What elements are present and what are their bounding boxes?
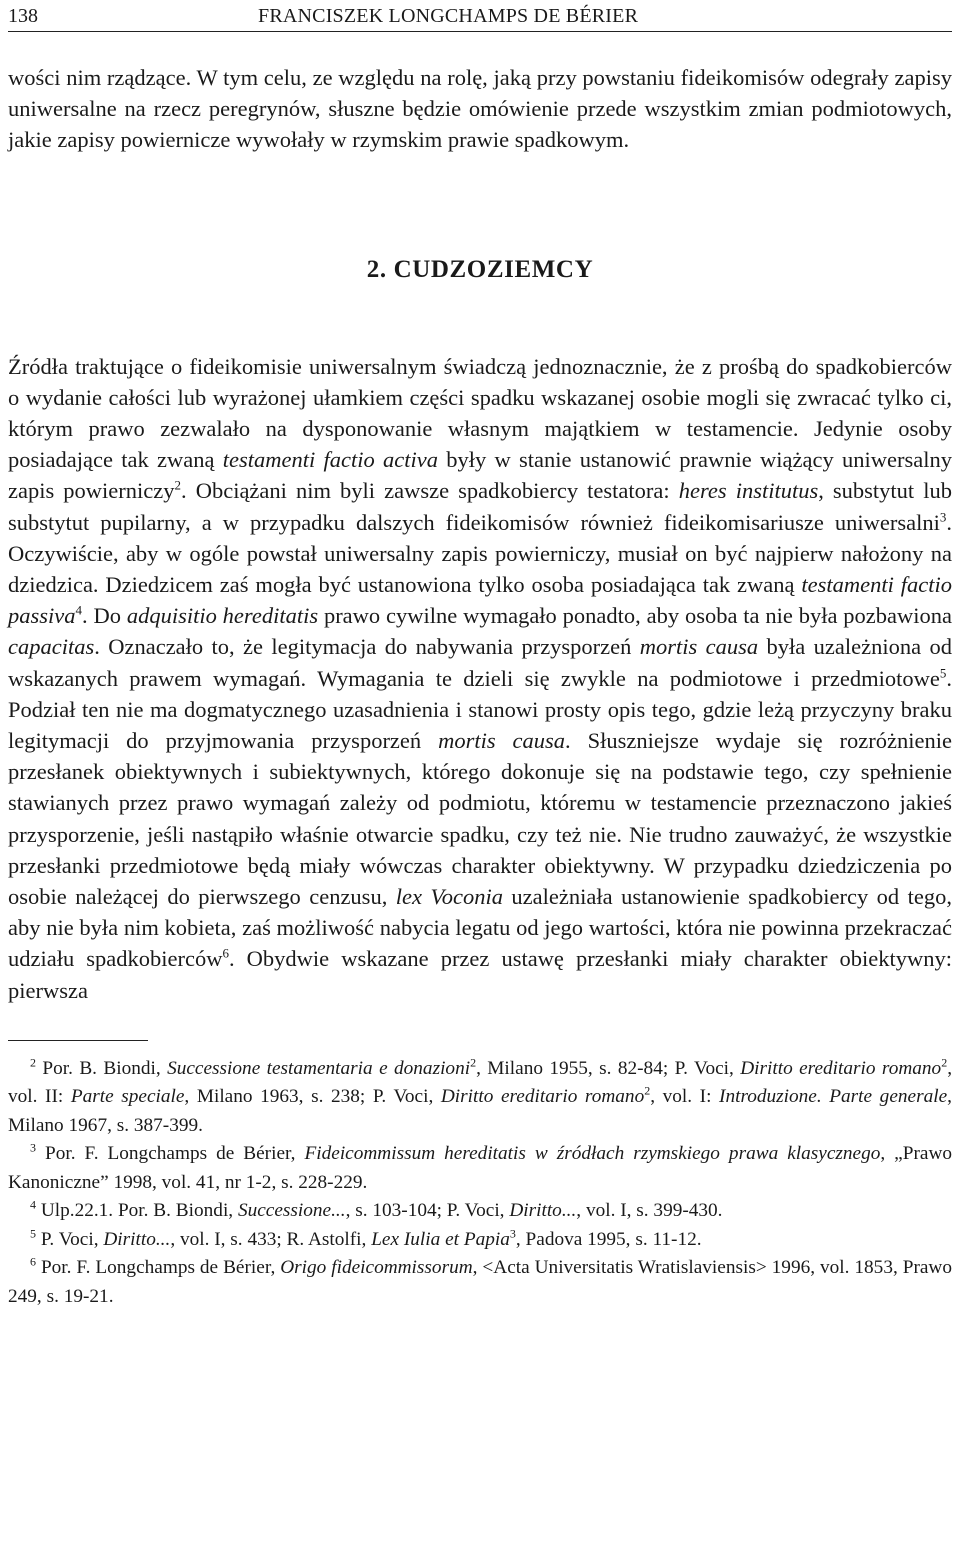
footnote-number: 4	[30, 1197, 36, 1212]
footnote-text: , vol. I:	[650, 1086, 720, 1108]
text-segment: . Obciążani nim byli zawsze spadkobiercy testatora:	[181, 478, 679, 504]
footnote-divider	[8, 1040, 148, 1041]
footnote-title: Origo fideicommissorum	[280, 1257, 473, 1279]
footnote-number: 6	[30, 1254, 36, 1269]
text-segment: były w stanie ustanowić prawnie wiążący uniwersalny zapis powierniczy	[8, 447, 952, 504]
footnote-4	[8, 1197, 952, 1226]
footnote-5	[8, 1226, 952, 1255]
footnote-6	[8, 1254, 952, 1311]
footnote-title: Fideicommissum hereditatis w źródłach rzymskiego prawa klasycznego	[304, 1143, 881, 1165]
text-segment: , substytut lub substytut pupilarny, a w przypadku dalszych fideikomisów również fideikomisariusze uniwersalni	[8, 478, 953, 535]
footnote-text: Ulp.22.1. Por. B. Biondi,	[36, 1200, 238, 1222]
latin-term: testamenti factio passiva	[8, 572, 952, 629]
text-segment: . Oznaczało to, że legitymacja do nabywania przysporzeń	[94, 634, 640, 660]
footnote-text: Por. B. Biondi,	[36, 1057, 168, 1079]
text-segment: była uzależniona od wskazanych prawem wymagań. Wymagania te dzieli się zwykle na podmiotowe i przedmiotowe	[8, 634, 952, 691]
footnote-title: Diritto ereditario romano	[440, 1086, 645, 1108]
section-title: 2. CUDZOZIEMCY	[366, 255, 594, 283]
text-segment: . Obydwie wskazane przez ustawę przesłanki miały charakter obiektywny: pierwsza	[8, 946, 952, 1003]
footnote-title: Lex Iulia et Papia	[371, 1228, 510, 1250]
text-segment: prawo cywilne wymagało ponadto, aby osoba ta nie była pozbawiona	[318, 603, 952, 629]
footnote-number: 3	[30, 1140, 36, 1155]
footnote-text: Por. F. Longchamps de Bérier,	[36, 1143, 305, 1165]
page-header	[8, 0, 952, 32]
running-title: FRANCISZEK LONGCHAMPS DE BÉRIER	[258, 5, 639, 27]
footnote-ref[interactable]: 6	[222, 945, 229, 961]
edition-number: 2	[644, 1083, 651, 1098]
footnote-title: Introduzione. Parte generale	[719, 1086, 948, 1108]
latin-term: heres institutus	[678, 478, 819, 504]
page-number: 138	[8, 5, 38, 27]
text-segment: . Słuszniejsze wydaje się rozróżnienie przesłanek obiektywnych i subiektywnych, którego dokonuje się na podstawie tego, czy spełnienie stawianych przez prawo wymagań zależy od podmiotu, któremu w testamencie przeznaczono jakieś przysporzenie, jeśli nastąpiło właśnie otwarcie spadku, czy też nie. Nie trudno zauważyć, że wszystkie przesłanki przedmiotowe będą miały wówczas charakter obiektywny. W przypadku dziedziczenia po osobie należącej do pierwszego cenzusu,	[8, 728, 952, 910]
footnote-text: , vol. I, s. 433; R. Astolfi,	[170, 1228, 372, 1250]
footnote-2	[8, 1055, 952, 1141]
footnote-title: Diritto...	[509, 1200, 577, 1222]
latin-term: mortis causa	[639, 634, 759, 660]
latin-term: testamenti factio activa	[222, 447, 438, 473]
footnote-number: 2	[30, 1055, 36, 1070]
text-segment: . Podział ten nie ma dogmatycznego uzasadnienia i stanowi prosty opis tego, gdzie leżą przyczyny braku legitymacji do przyjmowania przysporzeń	[8, 665, 952, 754]
footnote-title: Successione testamentaria e donazioni	[167, 1057, 471, 1079]
footnote-text: Por. F. Longchamps de Bérier,	[36, 1257, 281, 1279]
footnote-title: Parte speciale	[70, 1086, 185, 1108]
footnote-text: , Milano 1963, s. 238; P. Voci,	[184, 1086, 441, 1108]
footnote-title: Diritto ereditario romano	[740, 1057, 942, 1079]
latin-term: adquisitio hereditatis	[126, 603, 319, 629]
footnote-ref[interactable]: 5	[939, 665, 947, 681]
footnote-title: Successione...	[237, 1200, 346, 1222]
footnote-ref[interactable]: 2	[174, 477, 182, 493]
footnote-text: , vol. I, s. 399-430.	[576, 1200, 723, 1222]
footnote-text: , <Acta Universitatis Wratislaviensis> 1996, vol. 1853, Prawo 249, s. 19-21.	[8, 1257, 952, 1307]
latin-term: mortis causa	[438, 728, 566, 754]
text-segment: . Do	[82, 603, 127, 629]
footnote-text: P. Voci,	[36, 1228, 104, 1250]
footnotes	[8, 1055, 952, 1312]
footnote-number: 5	[30, 1226, 36, 1241]
edition-number: 3	[509, 1226, 516, 1241]
latin-term: lex Voconia	[395, 884, 503, 910]
edition-number: 2	[941, 1055, 948, 1070]
footnote-text: , Padova 1995, s. 11-12.	[515, 1228, 702, 1250]
paragraph-intro: wości nim rządzące. W tym celu, ze względu na rolę, jaką przy powstaniu fideikomisów odegrały zapisy uniwersalne na rzecz peregrynów, słuszne będzie omówienie przede wszystkim zmian podmiotowych, jakie zapisy powiernicze wywołały w rzymskim prawie spadkowym.	[8, 65, 952, 153]
footnote-text: , Milano 1967, s. 387-399.	[8, 1086, 952, 1136]
text-segment: uzależniała ustanowienie spadkobiercy od tego, aby nie była nim kobieta, zaś możliwość nabycia legatu od jego wartości, która nie powinna przekraczać udziału spadkobierców	[8, 884, 952, 972]
footnote-text: , „Prawo Kanoniczne” 1998, vol. 41, nr 1-2, s. 228-229.	[8, 1143, 953, 1193]
text-segment: . Oczywiście, aby w ogóle powstał uniwersalny zapis powierniczy, musiał on być najpierw nałożony na dziedzica. Dziedzicem zaś mogła być ustanowiona tylko osoba posiadająca tak zwaną	[8, 509, 952, 598]
edition-number: 2	[470, 1055, 477, 1070]
footnote-3	[8, 1140, 952, 1197]
footnote-text: , vol. II:	[8, 1057, 953, 1108]
footnote-title: Diritto...	[103, 1228, 171, 1250]
footnote-text: , Milano 1955, s. 82-84; P. Voci,	[476, 1057, 741, 1079]
footnote-ref[interactable]: 3	[939, 509, 947, 525]
footnote-ref[interactable]: 4	[75, 602, 82, 618]
paragraph-main	[8, 351, 952, 1006]
footnote-text: , s. 103-104; P. Voci,	[345, 1200, 510, 1222]
text-segment: Źródła traktujące o fideikomisie uniwersalnym świadczą jednoznacznie, że z prośbą do spadkobierców o wydanie całości lub wyrażonej ułamkiem części spadku wskazanej osobie mogli się zwracać tylko ci, którym prawo zezwalało na dysponowanie własnym majątkiem w testamencie. Jedynie osoby posiadające tak zwaną	[8, 353, 952, 473]
latin-term: capacitas	[8, 634, 95, 660]
